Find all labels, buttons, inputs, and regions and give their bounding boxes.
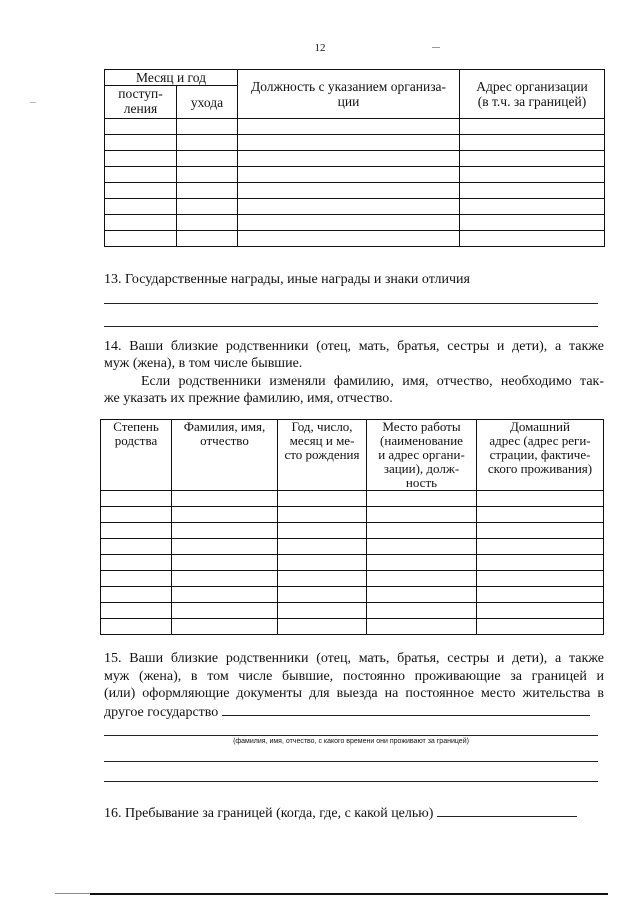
table-cell[interactable] <box>101 491 172 507</box>
section-15-line-4: другое государство <box>104 702 590 721</box>
table-cell[interactable] <box>238 231 460 247</box>
page-bottom-rule <box>90 893 608 895</box>
table-cell[interactable] <box>460 215 605 231</box>
header-position: Должность с указанием организа- ции <box>238 70 460 119</box>
section-14-line-4: же указать их прежние фамилию, имя, отчество. <box>104 391 393 406</box>
table-cell[interactable] <box>177 199 238 215</box>
table-cell[interactable] <box>105 135 177 151</box>
section-15-line[interactable] <box>104 781 598 782</box>
table-row <box>105 199 605 215</box>
table-cell[interactable] <box>172 587 278 603</box>
table-cell[interactable] <box>101 555 172 571</box>
table-row <box>105 231 605 247</box>
table-row <box>105 119 605 135</box>
table-row <box>101 491 604 507</box>
section-13-line[interactable] <box>104 326 598 327</box>
table-cell[interactable] <box>238 183 460 199</box>
table-cell[interactable] <box>105 215 177 231</box>
table-cell[interactable] <box>477 555 604 571</box>
table-cell[interactable] <box>367 619 477 635</box>
page-number: 12 <box>314 42 326 54</box>
table-cell[interactable] <box>278 587 367 603</box>
table-cell[interactable] <box>278 619 367 635</box>
header-exit: ухода <box>177 86 238 119</box>
section-15-line-1: 15. Ваши близкие родственники (отец, мать, братья, сестры и дети), а также <box>104 651 604 666</box>
section-13-line[interactable] <box>104 303 598 304</box>
table-header-cell: Фамилия, имя, отчество <box>172 420 278 491</box>
table-cell[interactable] <box>101 603 172 619</box>
section-15-line[interactable] <box>104 735 598 736</box>
table-cell[interactable] <box>238 119 460 135</box>
section-15-line-3: (или) оформляющие документы для выезда на постоянное место жительства в <box>104 686 604 701</box>
table-cell[interactable] <box>101 587 172 603</box>
table-cell[interactable] <box>238 151 460 167</box>
header-month-year: Месяц и год <box>105 70 238 86</box>
table-cell[interactable] <box>477 507 604 523</box>
table-cell[interactable] <box>101 507 172 523</box>
table-cell[interactable] <box>477 491 604 507</box>
table-cell[interactable] <box>177 231 238 247</box>
table-row <box>101 507 604 523</box>
table-cell[interactable] <box>278 571 367 587</box>
header-address: Адрес организации (в т.ч. за границей) <box>460 70 605 119</box>
table-cell[interactable] <box>477 571 604 587</box>
table-cell[interactable] <box>278 539 367 555</box>
table-row <box>105 183 605 199</box>
section-16-fill-line[interactable] <box>437 803 577 817</box>
table-row <box>101 539 604 555</box>
table-header-cell: Место работы (наименование и адрес органи- зации), долж- ность <box>367 420 477 491</box>
table-cell[interactable] <box>177 215 238 231</box>
table-cell[interactable] <box>101 619 172 635</box>
scan-mark <box>30 102 36 103</box>
table-cell[interactable] <box>278 507 367 523</box>
table-cell[interactable] <box>172 603 278 619</box>
table-cell[interactable] <box>238 215 460 231</box>
table-cell[interactable] <box>177 183 238 199</box>
table-header-cell: Домашний адрес (адрес реги- страции, фактиче- ского проживания) <box>477 420 604 491</box>
table-row <box>101 603 604 619</box>
section-15-caption: (фамилия, имя, отчество, с какого времени они проживают за границей) <box>233 738 469 745</box>
employment-table <box>104 69 605 247</box>
table-cell[interactable] <box>460 183 605 199</box>
table-cell[interactable] <box>367 555 477 571</box>
section-15-line-2: муж (жена), в том числе бывшие, постоянно проживающие за границей и <box>104 669 604 684</box>
table-cell[interactable] <box>278 555 367 571</box>
table-cell[interactable] <box>101 571 172 587</box>
table-cell[interactable] <box>367 603 477 619</box>
header-entry: поступ- ления <box>105 86 177 119</box>
table-row <box>101 587 604 603</box>
table-header-row <box>101 420 604 491</box>
table-cell[interactable] <box>177 151 238 167</box>
table-cell[interactable] <box>177 167 238 183</box>
table-cell[interactable] <box>367 539 477 555</box>
table-header-cell: Год, число, месяц и ме- сто рождения <box>278 420 367 491</box>
table-cell[interactable] <box>172 555 278 571</box>
table-cell[interactable] <box>101 539 172 555</box>
table-cell[interactable] <box>477 587 604 603</box>
table-cell[interactable] <box>172 491 278 507</box>
section-13-label: 13. Государственные награды, иные награды и знаки отличия <box>104 272 470 287</box>
relatives-table <box>100 419 604 635</box>
table-cell[interactable] <box>238 167 460 183</box>
table-cell[interactable] <box>101 523 172 539</box>
table-row <box>105 167 605 183</box>
table-cell[interactable] <box>172 571 278 587</box>
table-cell[interactable] <box>460 231 605 247</box>
table-cell[interactable] <box>105 119 177 135</box>
table-row <box>105 135 605 151</box>
scan-mark <box>432 47 440 48</box>
table-cell[interactable] <box>477 619 604 635</box>
table-cell[interactable] <box>172 619 278 635</box>
section-14-line-2: муж (жена), в том числе бывшие. <box>104 356 303 371</box>
table-cell[interactable] <box>238 199 460 215</box>
table-cell[interactable] <box>477 523 604 539</box>
table-header-cell: Степень родства <box>101 420 172 491</box>
table-row <box>101 523 604 539</box>
table-cell[interactable] <box>177 119 238 135</box>
table-cell[interactable] <box>105 183 177 199</box>
section-16-line: 16. Пребывание за границей (когда, где, с какой целью) <box>104 803 577 822</box>
table-cell[interactable] <box>172 523 278 539</box>
table-cell[interactable] <box>172 539 278 555</box>
table-cell[interactable] <box>460 151 605 167</box>
table-cell[interactable] <box>278 603 367 619</box>
table-cell[interactable] <box>105 167 177 183</box>
table-cell[interactable] <box>278 491 367 507</box>
table-cell[interactable] <box>367 571 477 587</box>
section-14-line-1: 14. Ваши близкие родственники (отец, мать, братья, сестры и дети), а также <box>104 339 604 354</box>
table-cell[interactable] <box>477 539 604 555</box>
table-cell[interactable] <box>460 119 605 135</box>
table-cell[interactable] <box>172 507 278 523</box>
table-cell[interactable] <box>238 135 460 151</box>
table-cell[interactable] <box>105 199 177 215</box>
table-cell[interactable] <box>460 167 605 183</box>
table-cell[interactable] <box>278 523 367 539</box>
scan-edge <box>55 893 90 894</box>
section-14-line-3: Если родственники изменяли фамилию, имя, отчество, необходимо так- <box>141 374 604 389</box>
table-cell[interactable] <box>477 603 604 619</box>
table-cell[interactable] <box>460 135 605 151</box>
section-15-fill-line[interactable] <box>222 702 590 716</box>
table-cell[interactable] <box>367 491 477 507</box>
table-cell[interactable] <box>177 135 238 151</box>
table-cell[interactable] <box>367 507 477 523</box>
table-row <box>101 555 604 571</box>
table-row <box>101 571 604 587</box>
table-row <box>105 151 605 167</box>
table-cell[interactable] <box>367 523 477 539</box>
section-15-line[interactable] <box>104 761 598 762</box>
table-cell[interactable] <box>105 151 177 167</box>
table-row <box>101 619 604 635</box>
table-cell[interactable] <box>460 199 605 215</box>
table-cell[interactable] <box>105 231 177 247</box>
table-cell[interactable] <box>367 587 477 603</box>
table-row <box>105 215 605 231</box>
